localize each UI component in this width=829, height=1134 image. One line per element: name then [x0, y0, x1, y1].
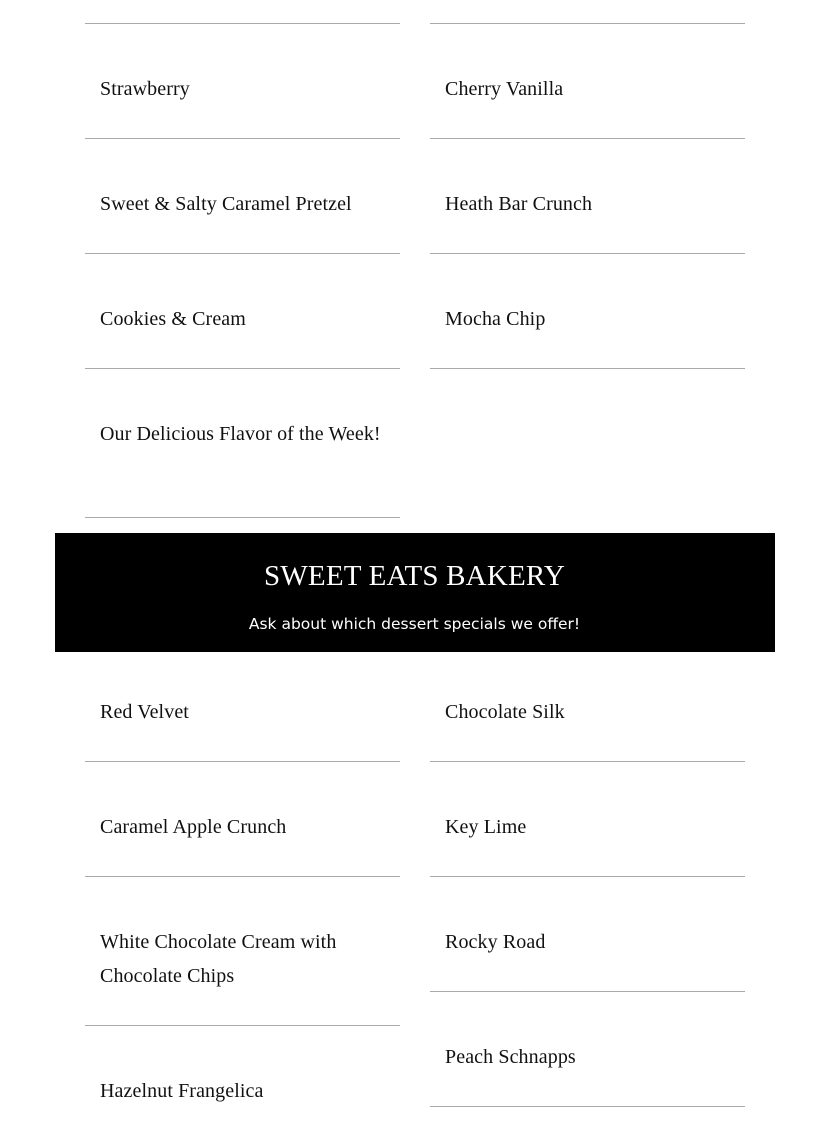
divider	[85, 761, 400, 762]
flavor-item-strawberry: Strawberry	[100, 78, 190, 100]
flavor-item-white-chocolate-cream: White Chocolate Cream with Chocolate Chips	[100, 931, 337, 987]
divider	[430, 761, 745, 762]
divider	[430, 991, 745, 992]
flavor-list-bottom-left	[85, 652, 400, 1134]
flavor-item-hazelnut-frangelica: Hazelnut Frangelica	[100, 1080, 264, 1102]
divider	[430, 368, 745, 369]
divider	[85, 1025, 400, 1026]
flavor-item-key-lime: Key Lime	[445, 816, 527, 838]
flavor-list-top-left	[85, 0, 400, 533]
divider	[430, 876, 745, 877]
divider	[85, 876, 400, 877]
divider	[85, 253, 400, 254]
divider	[85, 368, 400, 369]
banner-subtitle: Ask about which dessert specials we offer!	[248, 615, 581, 633]
flavor-item-cherry-vanilla: Cherry Vanilla	[445, 78, 564, 100]
divider	[85, 23, 400, 24]
banner-title: SWEET EATS BAKERY	[264, 560, 565, 592]
flavor-item-red-velvet: Red Velvet	[100, 701, 189, 723]
flavor-item-mocha-chip: Mocha Chip	[445, 308, 546, 330]
divider	[85, 517, 400, 518]
divider	[430, 23, 745, 24]
flavor-item-chocolate-silk: Chocolate Silk	[445, 701, 565, 723]
divider	[85, 138, 400, 139]
divider	[430, 1106, 745, 1107]
divider	[430, 138, 745, 139]
flavor-item-caramel-apple-crunch: Caramel Apple Crunch	[100, 816, 287, 838]
flavor-list-bottom-right	[430, 652, 745, 1134]
flavor-list-top-right	[430, 0, 745, 533]
flavor-item-peach-schnapps: Peach Schnapps	[445, 1046, 576, 1068]
flavor-item-heath-bar-crunch: Heath Bar Crunch	[445, 193, 593, 215]
flavor-item-sweet-salty-caramel-pretzel: Sweet & Salty Caramel Pretzel	[100, 193, 352, 215]
flavor-item-rocky-road: Rocky Road	[445, 931, 546, 953]
flavor-item-flavor-of-the-week: Our Delicious Flavor of the Week!	[100, 423, 381, 445]
flavor-item-cookies-cream: Cookies & Cream	[100, 308, 246, 330]
divider	[430, 253, 745, 254]
